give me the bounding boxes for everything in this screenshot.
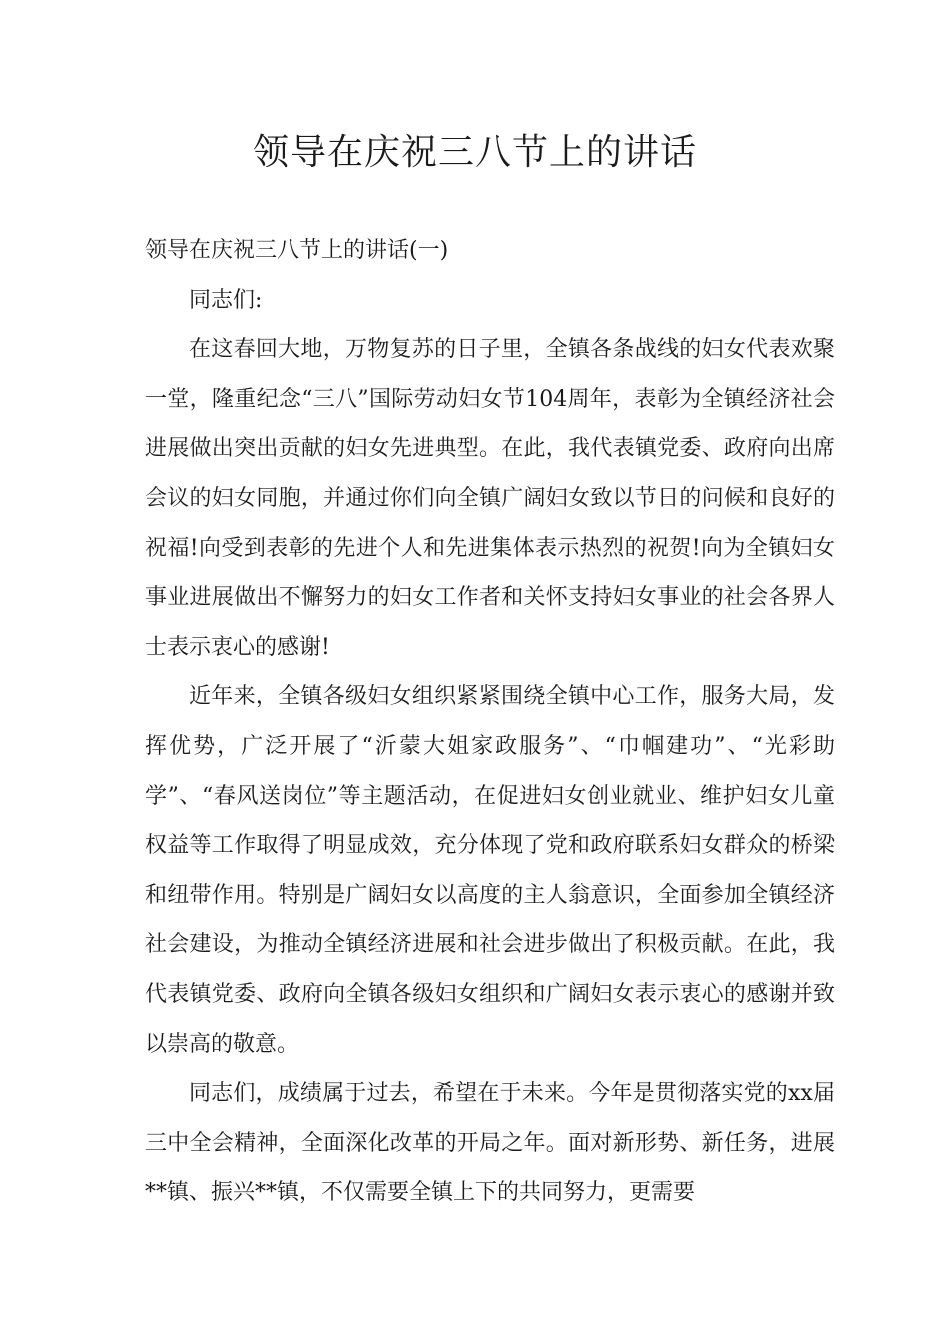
section-heading: 领导在庆祝三八节上的讲话(一) bbox=[145, 238, 449, 263]
paragraph-3: 同志们，成绩属于过去，希望在于未来。今年是贯彻落实党的xx届三中全会精神，全面深化改革的开局之年。面对新形势、新任务，进展**镇、振兴**镇，不仅需要全镇上下的共同努力，更需要 bbox=[145, 1081, 835, 1206]
document-body bbox=[145, 226, 835, 1218]
paragraph-2: 近年来，全镇各级妇女组织紧紧围绕全镇中心工作，服务大局，发挥优势，广泛开展了“沂蒙大姐家政服务”、“巾帼建功”、“光彩助学”、“春风送岗位”等主题活动，在促进妇女创业就业、维护妇女儿童权益等工作取得了明显成效，充分体现了党和政府联系妇女群众的桥梁和纽带作用。特别是广阔妇女以高度的主人翁意识，全面参加全镇经济社会建设，为推动全镇经济进展和社会进步做出了积极贡献。在此，我代表镇党委、政府向全镇各级妇女组织和广阔妇女表示衷心的感谢并致以崇高的敬意。 bbox=[145, 684, 835, 1057]
paragraph-1: 在这春回大地，万物复苏的日子里，全镇各条战线的妇女代表欢聚一堂，隆重纪念“三八”国际劳动妇女节104周年，表彰为全镇经济社会进展做出突出贡献的妇女先进典型。在此，我代表镇党委、政府向出席会议的妇女同胞，并通过你们向全镇广阔妇女致以节日的问候和良好的祝福!向受到表彰的先进个人和先进集体表示热烈的祝贺!向为全镇妇女事业进展做出不懈努力的妇女工作者和关怀支持妇女事业的社会各界人士表示衷心的感谢! bbox=[145, 337, 835, 660]
document-title: 领导在庆祝三八节上的讲话 bbox=[252, 132, 697, 173]
greeting: 同志们: bbox=[189, 287, 263, 313]
